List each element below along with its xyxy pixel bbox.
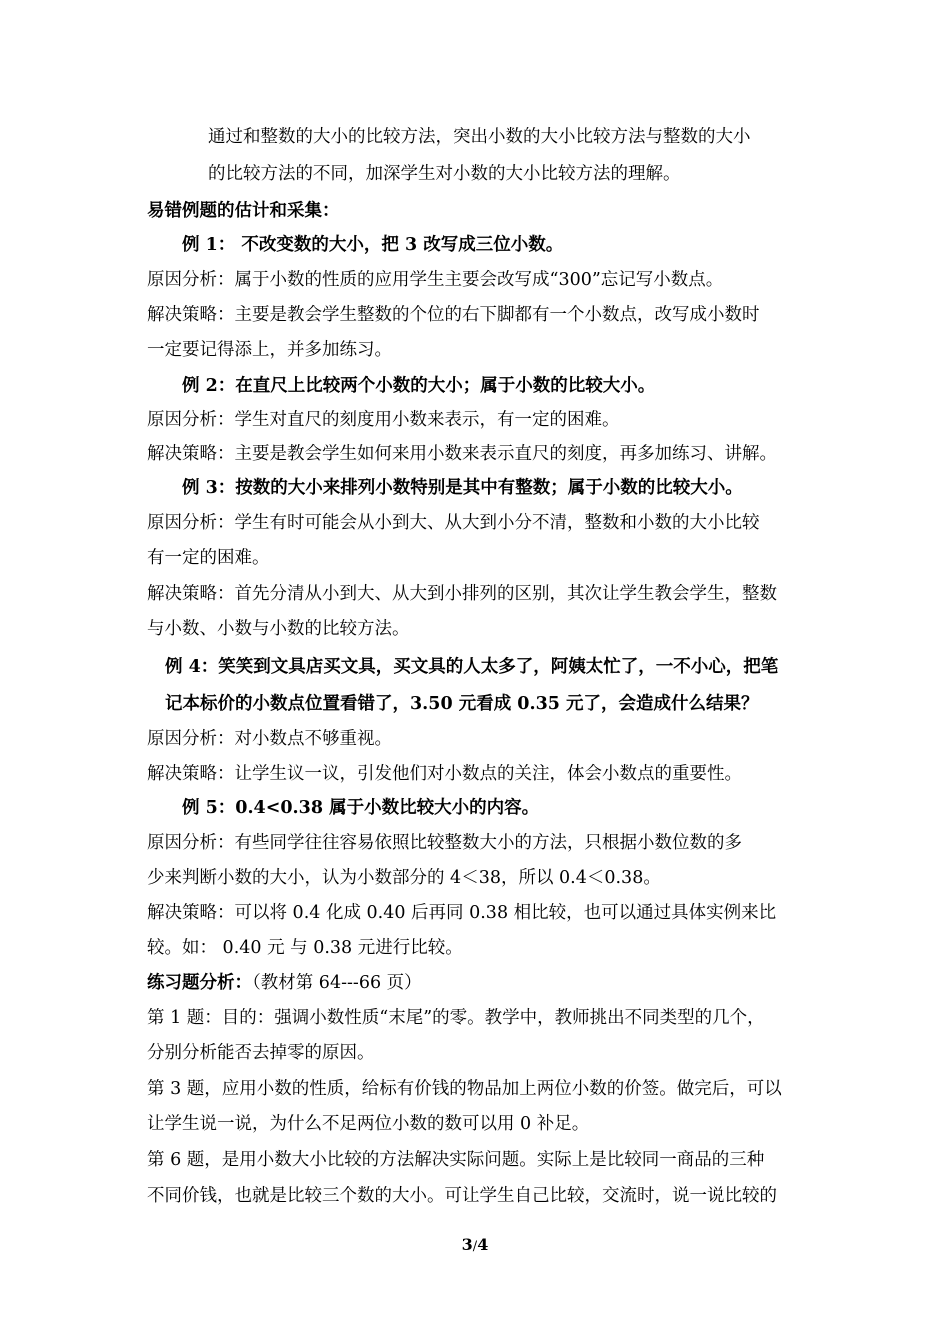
example-2-analysis: 原因分析：学生对直尺的刻度用小数来表示，有一定的困难。 xyxy=(147,410,620,430)
exercise-1-text-cont: 分别分析能否去掉零的原因。 xyxy=(147,1043,375,1063)
example-4-analysis: 原因分析：对小数点不够重视。 xyxy=(147,729,392,749)
example-1-title: 例 1： 不改变数的大小，把 3 改写成三位小数。 xyxy=(182,235,564,255)
page-total: 4 xyxy=(477,1235,489,1254)
example-3-analysis-cont: 有一定的困难。 xyxy=(147,548,270,568)
exercise-3-text-cont: 让学生说一说，为什么不足两位小数的数可以用 0 补足。 xyxy=(147,1114,590,1134)
example-5-strategy: 解决策略：可以将 0.4 化成 0.40 后再同 0.38 相比较，也可以通过具体实例来比 xyxy=(147,903,777,923)
exercise-3-text: 第 3 题，应用小数的性质，给标有价钱的物品加上两位小数的价签。做完后，可以 xyxy=(147,1079,782,1099)
example-2-title: 例 2：在直尺上比较两个小数的大小；属于小数的比较大小。 xyxy=(182,376,656,396)
example-5-analysis: 原因分析：有些同学往往容易依照比较整数大小的方法，只根据小数位数的多 xyxy=(147,833,742,853)
example-4-title-cont: 记本标价的小数点位置看错了，3.50 元看成 0.35 元了，会造成什么结果？ xyxy=(165,694,759,714)
intro-line-2: 的比较方法的不同，加深学生对小数的大小比较方法的理解。 xyxy=(208,164,681,184)
section-heading-errors: 易错例题的估计和采集： xyxy=(147,201,340,221)
exercise-6-text: 第 6 题，是用小数大小比较的方法解决实际问题。实际上是比较同一商品的三种 xyxy=(147,1150,765,1170)
example-2-strategy: 解决策略：主要是教会学生如何来用小数来表示直尺的刻度，再多加练习、讲解。 xyxy=(147,444,777,464)
example-1-analysis: 原因分析：属于小数的性质的应用学生主要会改写成“300”忘记写小数点。 xyxy=(147,270,724,290)
example-5-strategy-cont: 较。如： 0.40 元 与 0.38 元进行比较。 xyxy=(147,938,463,958)
example-3-strategy: 解决策略：首先分清从小到大、从大到小排列的区别，其次让学生教会学生，整数 xyxy=(147,584,777,604)
exercise-1-text: 第 1 题：目的：强调小数性质“末尾”的零。教学中，教师挑出不同类型的几个， xyxy=(147,1008,765,1028)
page-number xyxy=(0,1235,950,1257)
intro-line-1: 通过和整数的大小的比较方法，突出小数的大小比较方法与整数的大小 xyxy=(208,127,751,147)
example-1-strategy: 解决策略：主要是教会学生整数的个位的右下脚都有一个小数点，改写成小数时 xyxy=(147,305,760,325)
example-3-analysis: 原因分析：学生有时可能会从小到大、从大到小分不清，整数和小数的大小比较 xyxy=(147,513,760,533)
textbook-pages-note: （教材第 64---66 页） xyxy=(252,973,422,993)
page-separator: / xyxy=(472,1239,478,1254)
example-1-strategy-cont: 一定要记得添上，并多加练习。 xyxy=(147,340,392,360)
page-current: 3 xyxy=(461,1235,473,1254)
section-heading-exercises: 练习题分析： xyxy=(147,973,252,993)
example-5-analysis-cont: 少来判断小数的大小，认为小数部分的 4＜38，所以 0.4＜0.38。 xyxy=(147,868,661,888)
example-3-strategy-cont: 与小数、小数与小数的比较方法。 xyxy=(147,619,410,639)
exercise-6-text-cont: 不同价钱，也就是比较三个数的大小。可让学生自己比较，交流时，说一说比较的 xyxy=(147,1186,777,1206)
exercise-heading-row xyxy=(147,971,422,995)
example-3-title: 例 3：按数的大小来排列小数特别是其中有整数；属于小数的比较大小。 xyxy=(182,478,743,498)
example-5-title: 例 5：0.4<0.38 属于小数比较大小的内容。 xyxy=(182,798,540,818)
example-4-title: 例 4：笑笑到文具店买文具，买文具的人太多了，阿姨太忙了，一不小心，把笔 xyxy=(165,657,779,677)
example-4-strategy: 解决策略：让学生议一议，引发他们对小数点的关注，体会小数点的重要性。 xyxy=(147,764,742,784)
